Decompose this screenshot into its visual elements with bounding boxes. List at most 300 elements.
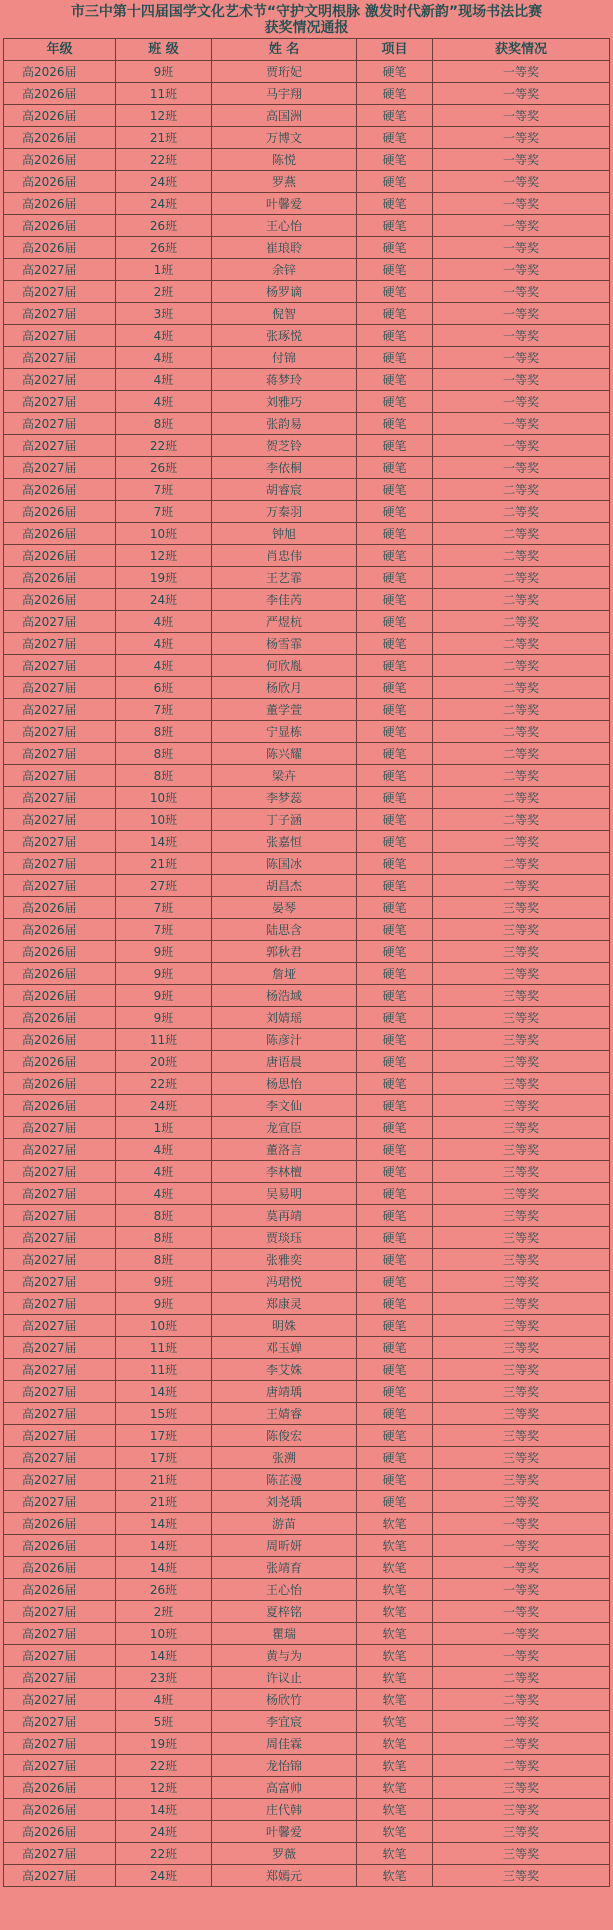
- table-row: [4, 149, 610, 171]
- cell-award: 三等奖: [433, 1073, 610, 1095]
- cell-grade: 高2026届: [4, 1557, 116, 1579]
- table-row: [4, 1491, 610, 1513]
- cell-grade: 高2027届: [4, 787, 116, 809]
- cell-name: 李林檀: [212, 1161, 357, 1183]
- cell-item: 硬笔: [357, 655, 433, 677]
- cell-item: 软笔: [357, 1711, 433, 1733]
- table-row: [4, 699, 610, 721]
- table-row: [4, 677, 610, 699]
- cell-item: 硬笔: [357, 545, 433, 567]
- cell-grade: 高2027届: [4, 765, 116, 787]
- cell-award: 三等奖: [433, 1139, 610, 1161]
- cell-grade: 高2027届: [4, 1733, 116, 1755]
- cell-grade: 高2027届: [4, 347, 116, 369]
- table-row: [4, 1667, 610, 1689]
- cell-award: 三等奖: [433, 1293, 610, 1315]
- cell-class: 2班: [116, 281, 212, 303]
- cell-item: 软笔: [357, 1601, 433, 1623]
- cell-grade: 高2027届: [4, 1491, 116, 1513]
- cell-name: 刘尧瑀: [212, 1491, 357, 1513]
- cell-item: 硬笔: [357, 479, 433, 501]
- cell-grade: 高2027届: [4, 1425, 116, 1447]
- cell-grade: 高2026届: [4, 1029, 116, 1051]
- cell-award: 三等奖: [433, 1183, 610, 1205]
- cell-award: 二等奖: [433, 523, 610, 545]
- cell-class: 4班: [116, 1689, 212, 1711]
- cell-award: 一等奖: [433, 281, 610, 303]
- cell-grade: 高2027届: [4, 1227, 116, 1249]
- cell-class: 3班: [116, 303, 212, 325]
- cell-award: 二等奖: [433, 699, 610, 721]
- cell-name: 许议止: [212, 1667, 357, 1689]
- cell-award: 一等奖: [433, 171, 610, 193]
- table-row: [4, 633, 610, 655]
- cell-class: 14班: [116, 1535, 212, 1557]
- cell-item: 硬笔: [357, 897, 433, 919]
- cell-name: 何欣胤: [212, 655, 357, 677]
- cell-class: 10班: [116, 809, 212, 831]
- cell-grade: 高2027届: [4, 1293, 116, 1315]
- cell-grade: 高2026届: [4, 963, 116, 985]
- table-row: [4, 347, 610, 369]
- cell-award: 三等奖: [433, 1381, 610, 1403]
- cell-name: 高富帅: [212, 1777, 357, 1799]
- cell-grade: 高2027届: [4, 1403, 116, 1425]
- cell-name: 黄与为: [212, 1645, 357, 1667]
- table-row: [4, 1359, 610, 1381]
- cell-grade: 高2027届: [4, 1711, 116, 1733]
- cell-item: 硬笔: [357, 743, 433, 765]
- cell-grade: 高2027届: [4, 1689, 116, 1711]
- cell-class: 1班: [116, 259, 212, 281]
- cell-award: 二等奖: [433, 501, 610, 523]
- cell-award: 一等奖: [433, 259, 610, 281]
- cell-name: 张溯: [212, 1447, 357, 1469]
- cell-award: 三等奖: [433, 1447, 610, 1469]
- cell-name: 陈国冰: [212, 853, 357, 875]
- cell-class: 24班: [116, 1865, 212, 1887]
- cell-item: 硬笔: [357, 413, 433, 435]
- table-row: [4, 1865, 610, 1887]
- cell-award: 一等奖: [433, 1579, 610, 1601]
- cell-award: 二等奖: [433, 589, 610, 611]
- table-row: [4, 83, 610, 105]
- cell-class: 4班: [116, 1139, 212, 1161]
- cell-item: 软笔: [357, 1821, 433, 1843]
- table-row: [4, 523, 610, 545]
- cell-class: 4班: [116, 611, 212, 633]
- cell-grade: 高2027届: [4, 1865, 116, 1887]
- cell-item: 硬笔: [357, 303, 433, 325]
- cell-item: 硬笔: [357, 1073, 433, 1095]
- table-row: [4, 1425, 610, 1447]
- cell-class: 14班: [116, 1799, 212, 1821]
- cell-grade: 高2027届: [4, 391, 116, 413]
- cell-item: 硬笔: [357, 765, 433, 787]
- table-row: [4, 171, 610, 193]
- cell-class: 8班: [116, 743, 212, 765]
- cell-award: 二等奖: [433, 545, 610, 567]
- cell-item: 硬笔: [357, 1161, 433, 1183]
- cell-grade: 高2026届: [4, 237, 116, 259]
- page-subtitle: 获奖情况通报: [264, 20, 349, 36]
- cell-class: 8班: [116, 1205, 212, 1227]
- cell-award: 二等奖: [433, 655, 610, 677]
- cell-award: 三等奖: [433, 1271, 610, 1293]
- cell-name: 李艾姝: [212, 1359, 357, 1381]
- cell-class: 8班: [116, 1227, 212, 1249]
- cell-item: 硬笔: [357, 523, 433, 545]
- cell-item: 硬笔: [357, 875, 433, 897]
- cell-award: 二等奖: [433, 1711, 610, 1733]
- cell-name: 万秦羽: [212, 501, 357, 523]
- cell-item: 硬笔: [357, 919, 433, 941]
- cell-grade: 高2026届: [4, 171, 116, 193]
- cell-award: 三等奖: [433, 1315, 610, 1337]
- table-row: [4, 1689, 610, 1711]
- cell-name: 周佳霖: [212, 1733, 357, 1755]
- cell-award: 一等奖: [433, 105, 610, 127]
- cell-grade: 高2027届: [4, 1645, 116, 1667]
- cell-award: 一等奖: [433, 303, 610, 325]
- cell-award: 二等奖: [433, 875, 610, 897]
- cell-class: 22班: [116, 1073, 212, 1095]
- cell-award: 三等奖: [433, 1095, 610, 1117]
- cell-grade: 高2027届: [4, 831, 116, 853]
- cell-name: 郑嫣元: [212, 1865, 357, 1887]
- cell-class: 26班: [116, 1579, 212, 1601]
- table-row: [4, 435, 610, 457]
- cell-name: 王婧睿: [212, 1403, 357, 1425]
- cell-award: 一等奖: [433, 457, 610, 479]
- cell-name: 莫再靖: [212, 1205, 357, 1227]
- cell-name: 陈悦: [212, 149, 357, 171]
- cell-award: 二等奖: [433, 1755, 610, 1777]
- cell-class: 11班: [116, 1029, 212, 1051]
- table-row: [4, 1337, 610, 1359]
- cell-grade: 高2027届: [4, 1271, 116, 1293]
- cell-name: 付锦: [212, 347, 357, 369]
- cell-class: 8班: [116, 413, 212, 435]
- cell-item: 硬笔: [357, 237, 433, 259]
- cell-class: 24班: [116, 1821, 212, 1843]
- cell-class: 2班: [116, 1601, 212, 1623]
- cell-item: 硬笔: [357, 831, 433, 853]
- cell-item: 硬笔: [357, 501, 433, 523]
- cell-award: 一等奖: [433, 149, 610, 171]
- cell-name: 刘雅巧: [212, 391, 357, 413]
- cell-class: 22班: [116, 1843, 212, 1865]
- cell-class: 1班: [116, 1117, 212, 1139]
- table-row: [4, 1227, 610, 1249]
- cell-name: 唐靖瑀: [212, 1381, 357, 1403]
- cell-class: 17班: [116, 1425, 212, 1447]
- cell-item: 硬笔: [357, 941, 433, 963]
- cell-award: 一等奖: [433, 215, 610, 237]
- cell-name: 蒋梦玲: [212, 369, 357, 391]
- cell-class: 19班: [116, 567, 212, 589]
- cell-class: 4班: [116, 347, 212, 369]
- cell-name: 李佳芮: [212, 589, 357, 611]
- table-row: [4, 237, 610, 259]
- cell-grade: 高2026届: [4, 941, 116, 963]
- cell-item: 软笔: [357, 1799, 433, 1821]
- cell-award: 二等奖: [433, 743, 610, 765]
- cell-class: 24班: [116, 193, 212, 215]
- cell-item: 硬笔: [357, 633, 433, 655]
- cell-class: 26班: [116, 237, 212, 259]
- cell-name: 李文仙: [212, 1095, 357, 1117]
- cell-name: 晏琴: [212, 897, 357, 919]
- cell-award: 一等奖: [433, 237, 610, 259]
- cell-name: 严煜杭: [212, 611, 357, 633]
- cell-grade: 高2027届: [4, 611, 116, 633]
- cell-class: 14班: [116, 1645, 212, 1667]
- cell-award: 三等奖: [433, 1205, 610, 1227]
- cell-name: 夏梓铭: [212, 1601, 357, 1623]
- page-title: 市三中第十四届国学文化艺术节“守护文明根脉 激发时代新韵”现场书法比赛: [70, 4, 543, 20]
- cell-item: 硬笔: [357, 369, 433, 391]
- cell-grade: 高2027届: [4, 1183, 116, 1205]
- cell-award: 一等奖: [433, 1645, 610, 1667]
- table-row: [4, 61, 610, 83]
- cell-grade: 高2027届: [4, 1469, 116, 1491]
- cell-class: 9班: [116, 1007, 212, 1029]
- cell-name: 万博文: [212, 127, 357, 149]
- cell-item: 硬笔: [357, 1447, 433, 1469]
- cell-item: 软笔: [357, 1513, 433, 1535]
- cell-class: 4班: [116, 655, 212, 677]
- cell-class: 21班: [116, 1491, 212, 1513]
- cell-name: 杨思怡: [212, 1073, 357, 1095]
- cell-name: 邓玉婵: [212, 1337, 357, 1359]
- cell-award: 三等奖: [433, 1227, 610, 1249]
- cell-name: 陆思含: [212, 919, 357, 941]
- table-row: [4, 1161, 610, 1183]
- table-row: [4, 567, 610, 589]
- cell-class: 4班: [116, 633, 212, 655]
- table-row: [4, 875, 610, 897]
- cell-item: 软笔: [357, 1733, 433, 1755]
- table-row: [4, 1205, 610, 1227]
- cell-award: 三等奖: [433, 919, 610, 941]
- cell-grade: 高2026届: [4, 545, 116, 567]
- cell-class: 22班: [116, 435, 212, 457]
- cell-item: 硬笔: [357, 567, 433, 589]
- cell-grade: 高2027届: [4, 1601, 116, 1623]
- cell-grade: 高2026届: [4, 193, 116, 215]
- cell-class: 11班: [116, 83, 212, 105]
- cell-name: 刘婧瑶: [212, 1007, 357, 1029]
- cell-class: 21班: [116, 853, 212, 875]
- cell-name: 罗燕: [212, 171, 357, 193]
- cell-name: 倪智: [212, 303, 357, 325]
- cell-grade: 高2027届: [4, 853, 116, 875]
- cell-class: 26班: [116, 215, 212, 237]
- cell-grade: 高2027届: [4, 1623, 116, 1645]
- cell-item: 硬笔: [357, 1337, 433, 1359]
- cell-grade: 高2027届: [4, 1359, 116, 1381]
- table-row: [4, 831, 610, 853]
- table-row: [4, 1381, 610, 1403]
- cell-award: 一等奖: [433, 413, 610, 435]
- cell-class: 10班: [116, 1315, 212, 1337]
- cell-grade: 高2026届: [4, 1535, 116, 1557]
- table-row: [4, 1711, 610, 1733]
- cell-name: 董学萱: [212, 699, 357, 721]
- cell-name: 詹垭: [212, 963, 357, 985]
- cell-class: 9班: [116, 963, 212, 985]
- header-award: 获奖情况: [433, 39, 610, 61]
- cell-name: 叶馨爱: [212, 193, 357, 215]
- cell-item: 硬笔: [357, 985, 433, 1007]
- cell-class: 14班: [116, 831, 212, 853]
- cell-grade: 高2027届: [4, 655, 116, 677]
- cell-grade: 高2026届: [4, 1051, 116, 1073]
- cell-name: 杨欣竹: [212, 1689, 357, 1711]
- cell-name: 余锌: [212, 259, 357, 281]
- cell-name: 贺芝铃: [212, 435, 357, 457]
- cell-name: 杨雪霏: [212, 633, 357, 655]
- cell-grade: 高2027届: [4, 1337, 116, 1359]
- cell-item: 硬笔: [357, 1051, 433, 1073]
- cell-grade: 高2026届: [4, 1799, 116, 1821]
- cell-award: 二等奖: [433, 633, 610, 655]
- table-row: [4, 1535, 610, 1557]
- cell-name: 明姝: [212, 1315, 357, 1337]
- cell-name: 周昕妍: [212, 1535, 357, 1557]
- cell-name: 唐语晨: [212, 1051, 357, 1073]
- table-row: [4, 963, 610, 985]
- table-row: [4, 941, 610, 963]
- table-row: [4, 193, 610, 215]
- table-row: [4, 897, 610, 919]
- cell-name: 龙怡锦: [212, 1755, 357, 1777]
- cell-grade: 高2027届: [4, 457, 116, 479]
- table-row: [4, 1843, 610, 1865]
- table-row: [4, 743, 610, 765]
- cell-name: 叶馨爱: [212, 1821, 357, 1843]
- table-row: [4, 1557, 610, 1579]
- cell-grade: 高2027届: [4, 1205, 116, 1227]
- table-row: [4, 457, 610, 479]
- cell-item: 硬笔: [357, 1205, 433, 1227]
- cell-award: 二等奖: [433, 479, 610, 501]
- cell-award: 三等奖: [433, 1359, 610, 1381]
- cell-class: 4班: [116, 325, 212, 347]
- cell-item: 硬笔: [357, 281, 433, 303]
- table-row: [4, 1821, 610, 1843]
- cell-grade: 高2027届: [4, 281, 116, 303]
- cell-item: 硬笔: [357, 1007, 433, 1029]
- cell-name: 高国洲: [212, 105, 357, 127]
- cell-class: 20班: [116, 1051, 212, 1073]
- cell-grade: 高2027届: [4, 1381, 116, 1403]
- cell-grade: 高2026届: [4, 61, 116, 83]
- cell-item: 软笔: [357, 1579, 433, 1601]
- cell-award: 二等奖: [433, 787, 610, 809]
- cell-award: 三等奖: [433, 985, 610, 1007]
- cell-name: 龙宣臣: [212, 1117, 357, 1139]
- cell-award: 二等奖: [433, 765, 610, 787]
- cell-grade: 高2027届: [4, 413, 116, 435]
- cell-award: 三等奖: [433, 1425, 610, 1447]
- table-row: [4, 809, 610, 831]
- cell-class: 12班: [116, 105, 212, 127]
- cell-name: 游苗: [212, 1513, 357, 1535]
- cell-grade: 高2026届: [4, 567, 116, 589]
- table-row: [4, 611, 610, 633]
- cell-item: 硬笔: [357, 259, 433, 281]
- cell-award: 三等奖: [433, 1491, 610, 1513]
- cell-name: 张韵易: [212, 413, 357, 435]
- cell-item: 软笔: [357, 1689, 433, 1711]
- cell-name: 郑康灵: [212, 1293, 357, 1315]
- cell-award: 一等奖: [433, 83, 610, 105]
- cell-item: 硬笔: [357, 1293, 433, 1315]
- cell-item: 硬笔: [357, 215, 433, 237]
- cell-award: 三等奖: [433, 1777, 610, 1799]
- cell-name: 丁子涵: [212, 809, 357, 831]
- cell-item: 硬笔: [357, 1227, 433, 1249]
- cell-class: 14班: [116, 1381, 212, 1403]
- cell-grade: 高2026届: [4, 985, 116, 1007]
- cell-name: 庄代韩: [212, 1799, 357, 1821]
- table-row: [4, 1029, 610, 1051]
- cell-grade: 高2027届: [4, 633, 116, 655]
- cell-name: 郭秋君: [212, 941, 357, 963]
- table-row: [4, 1403, 610, 1425]
- cell-class: 4班: [116, 1161, 212, 1183]
- cell-item: 硬笔: [357, 721, 433, 743]
- cell-class: 9班: [116, 61, 212, 83]
- cell-item: 硬笔: [357, 1425, 433, 1447]
- cell-name: 陈兴耀: [212, 743, 357, 765]
- cell-grade: 高2027届: [4, 369, 116, 391]
- table-row: [4, 1271, 610, 1293]
- cell-name: 陈彦汁: [212, 1029, 357, 1051]
- cell-award: 三等奖: [433, 1403, 610, 1425]
- cell-item: 硬笔: [357, 1183, 433, 1205]
- cell-award: 一等奖: [433, 325, 610, 347]
- cell-item: 硬笔: [357, 105, 433, 127]
- cell-award: 二等奖: [433, 809, 610, 831]
- cell-class: 9班: [116, 1271, 212, 1293]
- table-row: [4, 765, 610, 787]
- cell-class: 12班: [116, 1777, 212, 1799]
- cell-name: 王艺霏: [212, 567, 357, 589]
- table-row: [4, 1183, 610, 1205]
- cell-grade: 高2027届: [4, 303, 116, 325]
- table-row: [4, 853, 610, 875]
- cell-class: 19班: [116, 1733, 212, 1755]
- cell-award: 三等奖: [433, 963, 610, 985]
- cell-grade: 高2026届: [4, 1579, 116, 1601]
- table-row: [4, 1447, 610, 1469]
- table-row: [4, 413, 610, 435]
- cell-award: 一等奖: [433, 193, 610, 215]
- cell-award: 一等奖: [433, 1513, 610, 1535]
- cell-item: 硬笔: [357, 787, 433, 809]
- cell-award: 一等奖: [433, 369, 610, 391]
- cell-item: 硬笔: [357, 83, 433, 105]
- cell-award: 一等奖: [433, 127, 610, 149]
- cell-award: 一等奖: [433, 435, 610, 457]
- cell-grade: 高2027届: [4, 325, 116, 347]
- cell-grade: 高2026届: [4, 1073, 116, 1095]
- cell-award: 三等奖: [433, 1029, 610, 1051]
- header-grade: 年级: [4, 39, 116, 61]
